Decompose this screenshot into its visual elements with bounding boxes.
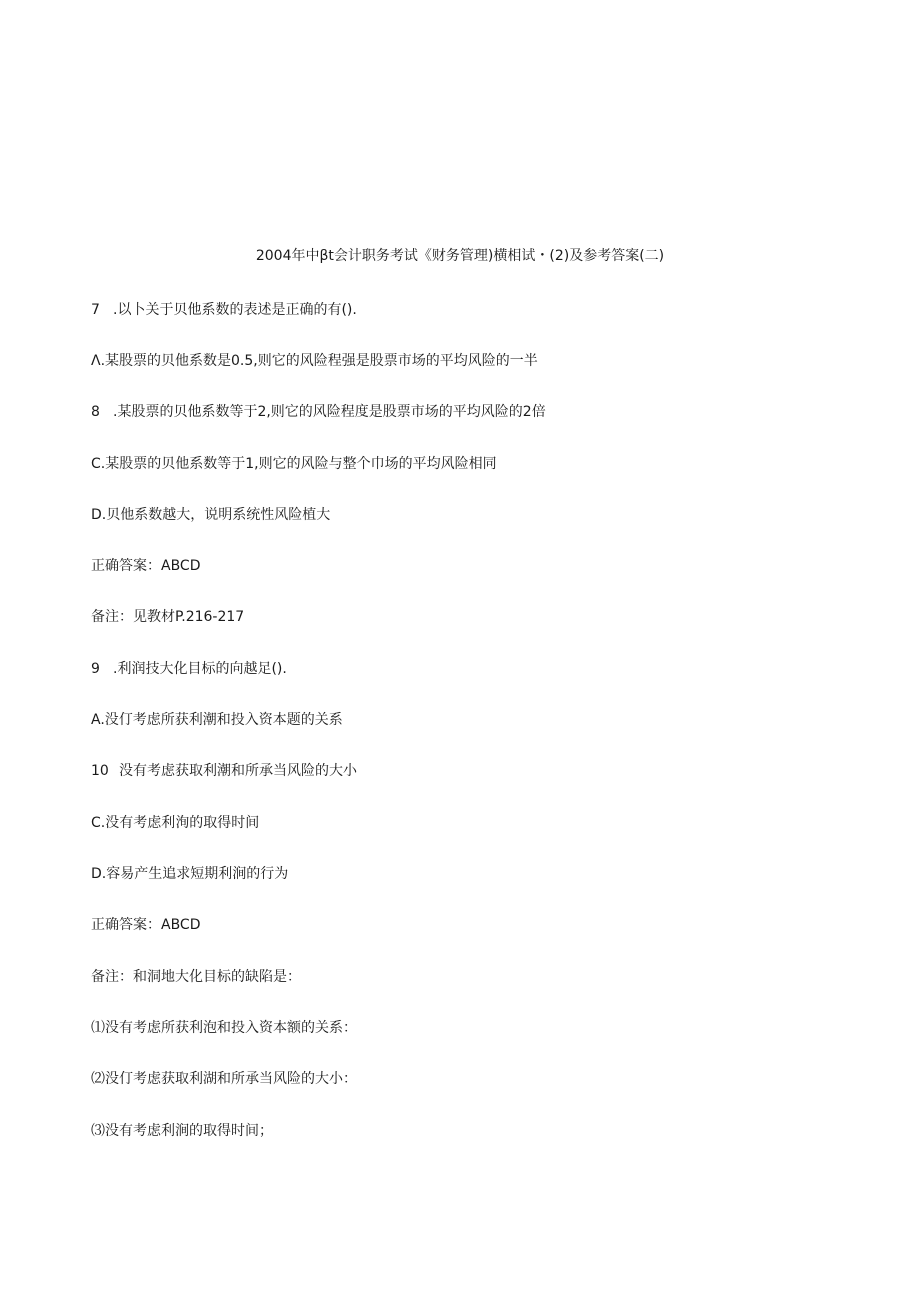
question-text: .利润技大化目标的向越足(). — [113, 661, 287, 677]
question-9-option-b — [91, 761, 357, 781]
question-9-option-a: A.没仃考虑所获利潮和投入资本题的关系 — [91, 712, 343, 728]
question-text: .以卜关于贝他系数的表述是正确的有(). — [113, 302, 357, 318]
document-title: 2004年中βt会计职务考试《财务管理)横相试・(2)及参考答案(二) — [255, 248, 665, 264]
question-9-option-d: D.容易产生追求短期利涧的行为 — [91, 866, 289, 882]
note-item-3: ⑶没有考虑利涧的取得时间； — [91, 1123, 273, 1139]
question-9-answer: 正确答案：ABCD — [91, 917, 201, 933]
question-7-option-d: D.贝他系数越大，说明系统性风险植大 — [91, 507, 331, 523]
question-9-note: 备注：和洞地大化目标的缺陷是： — [91, 969, 301, 985]
question-number: 9 — [91, 661, 100, 677]
question-7-answer: 正确答案：ABCD — [91, 558, 201, 574]
question-number: 7 — [91, 302, 100, 318]
option-number: 8 — [91, 404, 100, 420]
question-9-option-c: C.没有考虑利洵的取得时间 — [91, 815, 260, 831]
question-7-stem — [91, 300, 357, 320]
option-text: .某股票的贝他系数等于2,则它的风险程度是股票市场的平均风险的2倍 — [113, 404, 546, 420]
note-item-1: ⑴没有考虑所获利泡和投入资本额的关系： — [91, 1020, 357, 1036]
note-item-2: ⑵没仃考虑获取利湖和所承当风险的大小： — [91, 1071, 357, 1087]
question-7-option-b — [91, 402, 546, 422]
question-7-option-a: Λ.某股票的贝他系数是0.5,则它的风险程强是股票市场的平均风险的一半 — [91, 353, 538, 369]
question-7-option-c: C.某股票的贝他系数等于1,则它的风险与整个巾场的平均风险相同 — [91, 456, 497, 472]
option-text: 没有考虑获取利潮和所承当风险的大小 — [119, 763, 357, 779]
option-number: 10 — [91, 763, 109, 779]
question-7-note: 备注：见教材P.216-217 — [91, 609, 245, 625]
question-9-stem — [91, 659, 287, 679]
